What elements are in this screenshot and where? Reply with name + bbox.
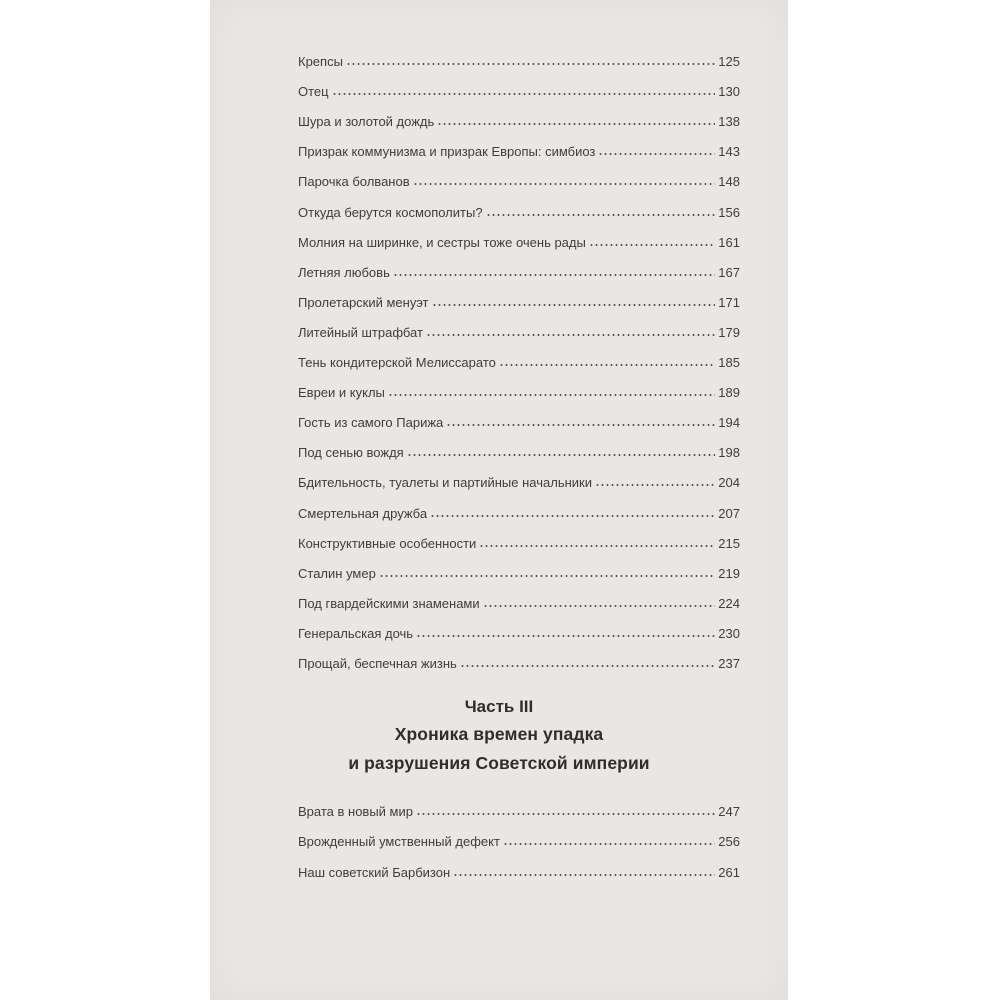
dot-leader (432, 304, 716, 306)
toc-entry-title: Крепсы (298, 54, 343, 70)
toc-entry-title: Смертельная дружба (298, 505, 428, 521)
toc-entry-title: Летняя любовь (298, 264, 390, 280)
book-page (210, 0, 788, 1000)
toc-entry (298, 38, 740, 68)
toc-entry-page-number: 185 (718, 355, 740, 371)
dot-leader (426, 334, 715, 336)
toc-entry (298, 128, 740, 158)
toc-entry-page-number: 207 (718, 505, 740, 521)
table-of-contents-part3 (298, 787, 740, 879)
toc-entry (298, 68, 740, 98)
toc-entry-page-number: 161 (718, 234, 740, 250)
toc-entry-page-number: 167 (718, 264, 740, 280)
dot-leader (437, 123, 715, 125)
toc-entry-page-number: 204 (718, 475, 740, 491)
toc-entry-page-number: 189 (718, 385, 740, 401)
toc-entry-title: Пролетарский менуэт (298, 294, 429, 310)
dot-leader (379, 575, 715, 577)
toc-entry-title: Генеральская дочь (298, 625, 414, 641)
toc-entry-page-number: 261 (718, 864, 740, 880)
toc-entry-title: Литейный штрафбат (298, 324, 423, 340)
dot-leader (416, 635, 715, 637)
dot-leader (479, 545, 715, 547)
toc-entry (298, 429, 740, 459)
toc-entry-title: Прощай, беспечная жизнь (298, 655, 457, 671)
toc-entry-page-number: 171 (718, 294, 740, 310)
dot-leader (483, 605, 716, 607)
toc-entry-title: Шура и золотой дождь (298, 114, 435, 130)
toc-entry-title: Под гвардейскими знаменами (298, 595, 480, 611)
toc-entry (298, 610, 740, 640)
part-heading: Часть III (464, 697, 534, 716)
dot-leader (486, 214, 716, 216)
toc-entry-title: Конструктивные особенности (298, 535, 477, 551)
toc-entry-page-number: 224 (718, 595, 740, 611)
toc-entry (298, 787, 740, 818)
toc-entry-page-number: 143 (718, 144, 740, 160)
dot-leader (499, 364, 715, 366)
dot-leader (453, 874, 715, 876)
dot-leader (598, 153, 715, 155)
toc-entry (298, 848, 740, 879)
dot-leader (416, 813, 715, 815)
toc-entry-page-number: 247 (718, 803, 740, 819)
toc-entry (298, 489, 740, 519)
dot-leader (595, 484, 715, 486)
dot-leader (332, 93, 716, 95)
toc-entry-page-number: 230 (718, 625, 740, 641)
toc-entry-page-number: 194 (718, 415, 740, 431)
toc-entry-title: Призрак коммунизма и призрак Европы: симбиоз (298, 144, 596, 160)
toc-entry-title: Евреи и куклы (298, 385, 385, 401)
toc-entry-title: Бдительность, туалеты и партийные начальники (298, 475, 592, 491)
toc-entry-title: Наш советский Барбизон (298, 864, 451, 880)
dot-leader (393, 274, 715, 276)
dot-leader (346, 63, 715, 65)
toc-entry (298, 520, 740, 550)
toc-entry (298, 279, 740, 309)
toc-entry-title: Врата в новый мир (298, 803, 413, 819)
dot-leader (430, 515, 715, 517)
dot-leader (388, 394, 715, 396)
toc-entry-page-number: 198 (718, 445, 740, 461)
toc-entry-title: Отец (298, 84, 329, 100)
toc-entry-title: Сталин умер (298, 565, 376, 581)
toc-entry (298, 818, 740, 849)
table-of-contents-part2 (298, 38, 740, 670)
toc-entry (298, 399, 740, 429)
toc-entry-page-number: 179 (718, 324, 740, 340)
dot-leader (589, 244, 715, 246)
toc-entry-title: Врожденный умственный дефект (298, 834, 500, 849)
toc-entry-page-number: 156 (718, 204, 740, 220)
toc-entry-title: Откуда берутся космополиты? (298, 204, 483, 220)
toc-entry (298, 188, 740, 218)
toc-entry (298, 459, 740, 489)
toc-entry (298, 339, 740, 369)
toc-entry (298, 309, 740, 339)
toc-entry-title: Под сенью вождя (298, 445, 404, 461)
toc-entry (298, 158, 740, 188)
toc-entry-page-number: 237 (718, 655, 740, 671)
toc-entry (298, 640, 740, 670)
dot-leader (446, 424, 715, 426)
toc-entry (298, 219, 740, 249)
part-title-line1: Хроника времен упадка (394, 724, 604, 744)
toc-entry-page-number: 125 (718, 54, 740, 70)
toc-entry-title: Парочка болванов (298, 174, 410, 190)
toc-entry (298, 580, 740, 610)
toc-entry (298, 98, 740, 128)
toc-entry-title: Тень кондитерской Мелиссарато (298, 355, 496, 371)
toc-entry-title: Молния на ширинке, и сестры тоже очень рады (298, 234, 586, 250)
toc-entry-title: Гость из самого Парижа (298, 415, 444, 431)
dot-leader (407, 454, 716, 456)
toc-entry-page-number: 215 (718, 535, 740, 551)
toc-entry (298, 249, 740, 279)
toc-entry (298, 369, 740, 399)
toc-entry-page-number: 256 (718, 834, 740, 849)
toc-entry-page-number: 219 (718, 565, 740, 581)
toc-entry-page-number: 138 (718, 114, 740, 130)
dot-leader (460, 665, 716, 667)
dot-leader (413, 183, 716, 185)
part-title-line2: и разрушения Советской империи (348, 753, 650, 773)
toc-entry (298, 550, 740, 580)
toc-entry-page-number: 130 (718, 84, 740, 100)
dot-leader (503, 843, 715, 845)
toc-entry-page-number: 148 (718, 174, 740, 190)
